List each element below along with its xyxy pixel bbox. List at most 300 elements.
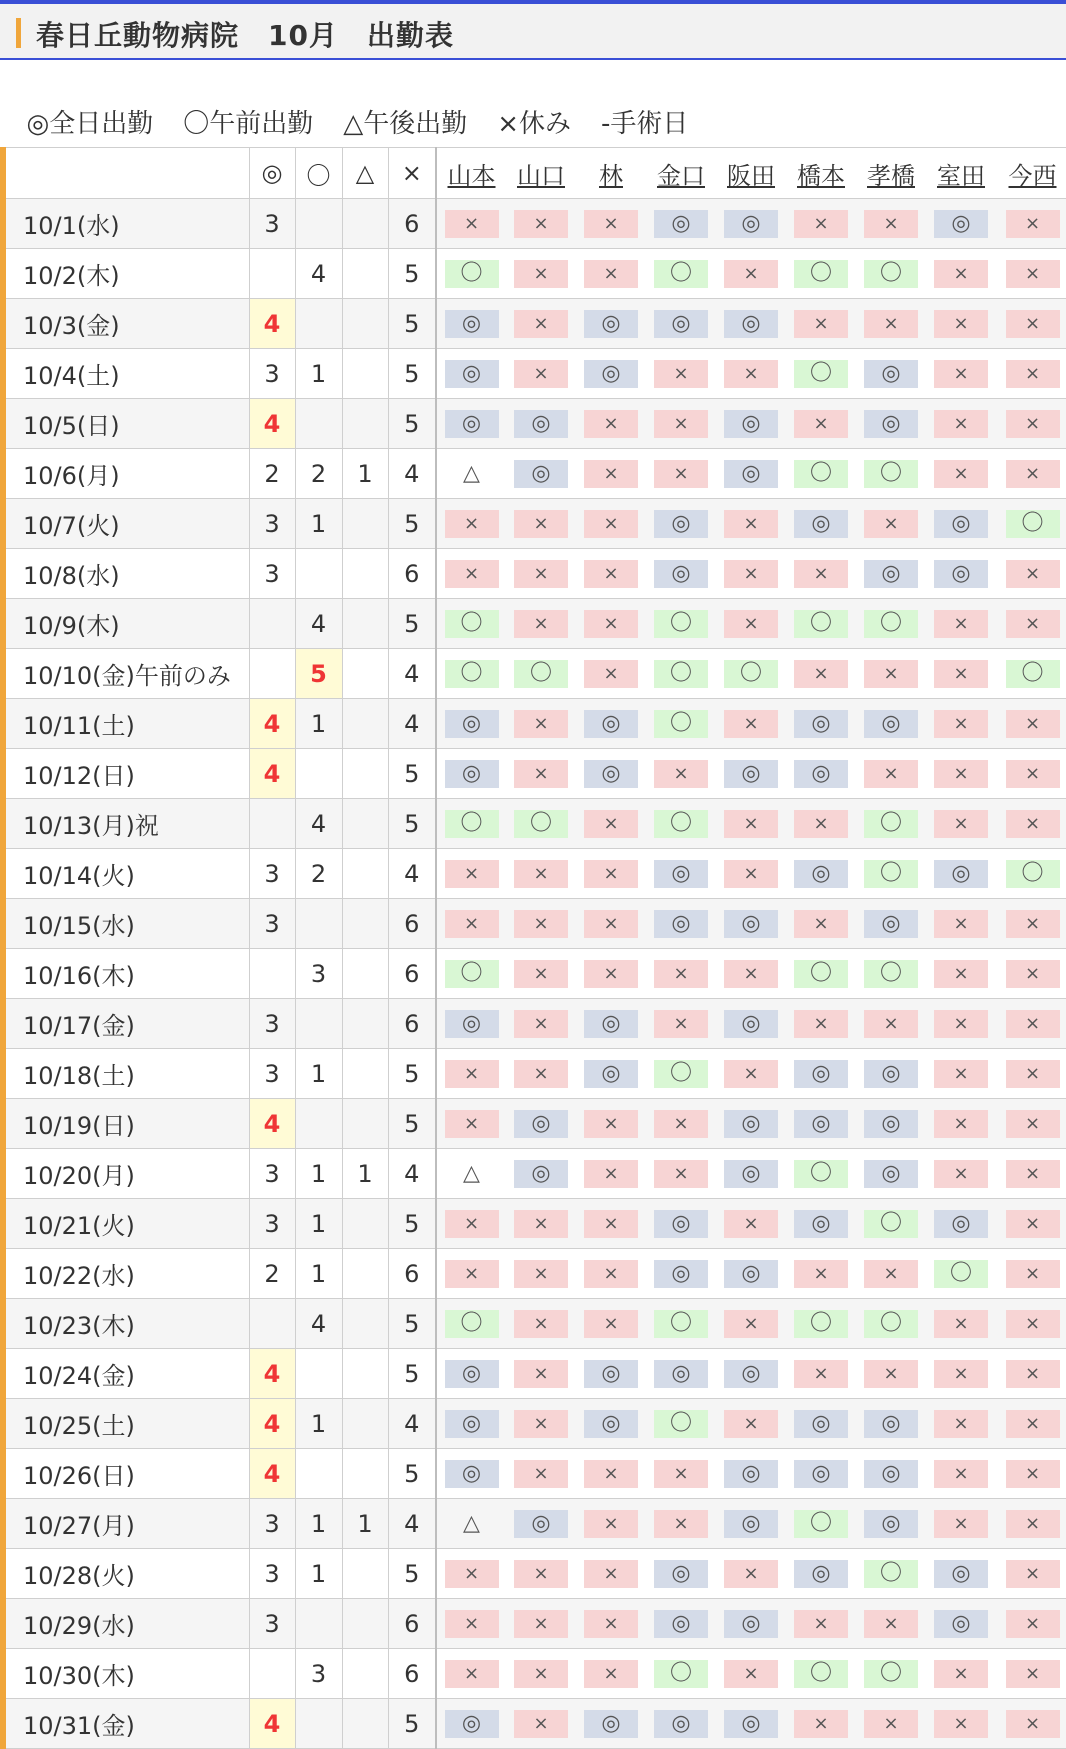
full-day-badge: ◎: [654, 510, 708, 538]
count-cell: [295, 199, 342, 249]
count-cell: 6: [388, 949, 436, 999]
legend: [10, 73, 718, 140]
full-day-badge: ◎: [445, 1010, 499, 1038]
staff-status-cell: [716, 1549, 786, 1599]
off-badge: ×: [1006, 1410, 1060, 1438]
staff-status-cell: [996, 349, 1066, 399]
full-day-badge: ◎: [654, 560, 708, 588]
staff-status-cell: [786, 699, 856, 749]
staff-status-cell: [576, 1249, 646, 1299]
full-day-badge: ◎: [654, 1360, 708, 1388]
off-badge: ×: [514, 510, 568, 538]
off-badge: ×: [445, 1560, 499, 1588]
count-header: ◎: [249, 148, 295, 199]
staff-status-cell: [786, 1449, 856, 1499]
count-cell: 2: [295, 849, 342, 899]
morning-badge: 〇: [1006, 660, 1060, 688]
staff-status-cell: [856, 949, 926, 999]
full-day-badge: ◎: [794, 1410, 848, 1438]
morning-badge: 〇: [794, 360, 848, 388]
staff-status-cell: [716, 699, 786, 749]
staff-status-cell: [716, 299, 786, 349]
count-cell: 1: [295, 1149, 342, 1199]
staff-status-cell: [716, 399, 786, 449]
full-day-badge: ◎: [724, 210, 778, 238]
staff-status-cell: [646, 1299, 716, 1349]
staff-status-cell: [996, 649, 1066, 699]
table-row: [3, 899, 1066, 949]
staff-status-cell: [576, 199, 646, 249]
count-cell: 1: [342, 449, 388, 499]
full-day-badge: ◎: [724, 1510, 778, 1538]
off-badge: ×: [514, 1010, 568, 1038]
off-badge: ×: [654, 1510, 708, 1538]
staff-status-cell: [576, 899, 646, 949]
staff-status-cell: [856, 1699, 926, 1749]
off-badge: ×: [934, 260, 988, 288]
full-day-badge: ◎: [724, 1610, 778, 1638]
off-badge: ×: [514, 1710, 568, 1738]
off-badge: ×: [1006, 710, 1060, 738]
staff-status-cell: [646, 1399, 716, 1449]
full-day-badge: ◎: [514, 1110, 568, 1138]
off-badge: ×: [654, 1010, 708, 1038]
morning-badge: 〇: [654, 1660, 708, 1688]
staff-status-cell: [786, 1499, 856, 1549]
staff-status-cell: [506, 449, 576, 499]
count-cell: 5: [388, 1049, 436, 1099]
off-badge: ×: [654, 360, 708, 388]
morning-badge: 〇: [864, 860, 918, 888]
staff-name-link[interactable]: 山口: [517, 161, 565, 190]
staff-status-cell: [436, 1349, 506, 1399]
staff-status-cell: [996, 1099, 1066, 1149]
morning-badge: 〇: [654, 660, 708, 688]
off-badge: ×: [934, 1410, 988, 1438]
off-badge: ×: [584, 1210, 638, 1238]
off-badge: ×: [794, 310, 848, 338]
date-cell: 10/30(木): [3, 1649, 249, 1699]
staff-status-cell: [786, 649, 856, 699]
staff-status-cell: [436, 849, 506, 899]
off-badge: ×: [514, 1560, 568, 1588]
staff-status-cell: [716, 199, 786, 249]
staff-status-cell: [716, 1399, 786, 1449]
staff-status-cell: [436, 1199, 506, 1249]
staff-status-cell: [436, 899, 506, 949]
morning-badge: 〇: [654, 610, 708, 638]
table-row: [3, 449, 1066, 499]
table-row: [3, 1499, 1066, 1549]
staff-header: [786, 148, 856, 199]
staff-status-cell: [506, 649, 576, 699]
staff-status-cell: [716, 1049, 786, 1099]
off-badge: ×: [654, 760, 708, 788]
staff-status-cell: [646, 499, 716, 549]
staff-status-cell: [926, 1199, 996, 1249]
staff-status-cell: [786, 349, 856, 399]
staff-status-cell: [646, 1649, 716, 1699]
staff-status-cell: [646, 1499, 716, 1549]
staff-status-cell: [646, 1199, 716, 1249]
staff-status-cell: [506, 549, 576, 599]
staff-status-cell: [926, 1399, 996, 1449]
staff-status-cell: [996, 1199, 1066, 1249]
staff-status-cell: [716, 249, 786, 299]
staff-status-cell: [576, 1499, 646, 1549]
staff-status-cell: [856, 349, 926, 399]
off-badge: ×: [1006, 310, 1060, 338]
staff-status-cell: [996, 1599, 1066, 1649]
staff-status-cell: [926, 599, 996, 649]
full-day-badge: ◎: [584, 310, 638, 338]
staff-header: [926, 148, 996, 199]
staff-status-cell: [786, 1399, 856, 1449]
full-day-badge: ◎: [864, 1460, 918, 1488]
staff-status-cell: [926, 199, 996, 249]
staff-status-cell: [856, 999, 926, 1049]
morning-badge: 〇: [864, 460, 918, 488]
off-badge: ×: [1006, 1010, 1060, 1038]
staff-status-cell: [856, 1499, 926, 1549]
count-cell: [295, 999, 342, 1049]
staff-status-cell: [996, 749, 1066, 799]
date-cell: 10/1(水): [3, 199, 249, 249]
staff-status-cell: [786, 449, 856, 499]
staff-status-cell: [926, 1099, 996, 1149]
staff-name-link[interactable]: 山本: [447, 161, 496, 190]
off-badge: ×: [514, 560, 568, 588]
off-badge: ×: [724, 610, 778, 638]
off-badge: ×: [584, 1110, 638, 1138]
count-cell: 4: [388, 1149, 436, 1199]
full-day-badge: ◎: [445, 1710, 499, 1738]
date-cell: 10/14(火): [3, 849, 249, 899]
staff-status-cell: [436, 1399, 506, 1449]
count-cell: [342, 199, 388, 249]
full-day-badge: ◎: [724, 410, 778, 438]
off-badge: ×: [445, 1610, 499, 1638]
staff-status-cell: [856, 1349, 926, 1399]
staff-status-cell: [926, 699, 996, 749]
count-cell: 6: [388, 1649, 436, 1699]
staff-status-cell: [856, 1649, 926, 1699]
staff-status-cell: [506, 1649, 576, 1699]
count-cell: [249, 799, 295, 849]
table-row: [3, 599, 1066, 649]
off-badge: ×: [794, 210, 848, 238]
staff-header: [996, 148, 1066, 199]
date-cell: 10/15(水): [3, 899, 249, 949]
staff-status-cell: [926, 1049, 996, 1099]
morning-badge: 〇: [445, 1310, 499, 1338]
staff-header: [716, 148, 786, 199]
count-cell: 1: [295, 1049, 342, 1099]
staff-status-cell: [716, 449, 786, 499]
staff-status-cell: [716, 1249, 786, 1299]
morning-badge: 〇: [445, 610, 499, 638]
staff-status-cell: [856, 1299, 926, 1349]
full-day-badge: ◎: [934, 560, 988, 588]
staff-status-cell: [856, 599, 926, 649]
off-badge: ×: [445, 1260, 499, 1288]
staff-status-cell: [436, 399, 506, 449]
full-day-badge: ◎: [724, 910, 778, 938]
full-day-badge: ◎: [724, 1160, 778, 1188]
off-badge: ×: [584, 1560, 638, 1588]
count-cell: 5: [388, 1549, 436, 1599]
table-row: [3, 749, 1066, 799]
off-badge: ×: [1006, 1210, 1060, 1238]
staff-status-cell: [646, 1599, 716, 1649]
full-day-badge: ◎: [445, 1460, 499, 1488]
staff-status-cell: [786, 1249, 856, 1299]
off-badge: ×: [1006, 1710, 1060, 1738]
staff-status-cell: [716, 1299, 786, 1349]
staff-status-cell: [926, 249, 996, 299]
table-row: [3, 1399, 1066, 1449]
staff-status-cell: [576, 249, 646, 299]
staff-status-cell: [786, 1149, 856, 1199]
staff-status-cell: [646, 999, 716, 1049]
count-cell: [342, 899, 388, 949]
off-badge: ×: [584, 1260, 638, 1288]
count-cell: 4: [249, 1099, 295, 1149]
morning-badge: 〇: [514, 660, 568, 688]
count-cell: 4: [295, 249, 342, 299]
full-day-badge: ◎: [654, 210, 708, 238]
count-cell: [342, 549, 388, 599]
staff-status-cell: [926, 1349, 996, 1399]
table-row: [3, 699, 1066, 749]
off-badge: ×: [934, 310, 988, 338]
staff-status-cell: [436, 749, 506, 799]
staff-name-link[interactable]: 孝橋: [867, 161, 915, 190]
full-day-badge: ◎: [794, 1560, 848, 1588]
morning-badge: 〇: [1006, 860, 1060, 888]
morning-badge: 〇: [864, 260, 918, 288]
off-badge: ×: [934, 1660, 988, 1688]
staff-status-cell: [436, 649, 506, 699]
off-badge: ×: [934, 1360, 988, 1388]
staff-name-link[interactable]: 阪田: [727, 161, 775, 190]
off-badge: ×: [724, 960, 778, 988]
table-row: [3, 799, 1066, 849]
count-cell: 5: [388, 249, 436, 299]
staff-status-cell: [996, 1049, 1066, 1099]
staff-status-cell: [926, 1299, 996, 1349]
staff-status-cell: [576, 599, 646, 649]
count-cell: 1: [295, 699, 342, 749]
staff-status-cell: [576, 1049, 646, 1099]
staff-status-cell: [646, 199, 716, 249]
staff-name-link[interactable]: 金口: [657, 161, 705, 190]
off-badge: ×: [934, 610, 988, 638]
off-badge: ×: [1006, 760, 1060, 788]
morning-badge: 〇: [864, 1310, 918, 1338]
header-accent-bar: [16, 18, 21, 48]
full-day-badge: ◎: [934, 860, 988, 888]
table-row: [3, 299, 1066, 349]
count-cell: [342, 1199, 388, 1249]
full-day-badge: ◎: [445, 310, 499, 338]
legend-off: ×休み: [497, 109, 572, 139]
staff-status-cell: [856, 1099, 926, 1149]
off-badge: ×: [584, 910, 638, 938]
staff-status-cell: [786, 1299, 856, 1349]
full-day-badge: ◎: [654, 1560, 708, 1588]
count-cell: 6: [388, 549, 436, 599]
table-row: [3, 349, 1066, 399]
count-cell: 4: [249, 1349, 295, 1399]
off-badge: ×: [654, 1160, 708, 1188]
staff-status-cell: [646, 549, 716, 599]
staff-status-cell: [996, 599, 1066, 649]
staff-status-cell: [506, 1699, 576, 1749]
staff-status-cell: [576, 749, 646, 799]
off-badge: ×: [934, 710, 988, 738]
count-cell: 1: [295, 1499, 342, 1549]
staff-status-cell: [786, 549, 856, 599]
off-badge: ×: [864, 660, 918, 688]
full-day-badge: ◎: [724, 310, 778, 338]
staff-status-cell: [996, 1649, 1066, 1699]
count-cell: [342, 1399, 388, 1449]
morning-badge: 〇: [794, 1310, 848, 1338]
staff-status-cell: [926, 349, 996, 399]
staff-status-cell: [436, 799, 506, 849]
staff-name-link[interactable]: 室田: [937, 161, 985, 190]
table-row: [3, 1649, 1066, 1699]
full-day-badge: ◎: [724, 1360, 778, 1388]
table-row: [3, 1099, 1066, 1149]
date-cell: 10/28(火): [3, 1549, 249, 1599]
staff-status-cell: [856, 649, 926, 699]
staff-status-cell: [646, 1249, 716, 1299]
table-row: [3, 649, 1066, 699]
staff-status-cell: [436, 949, 506, 999]
full-day-badge: ◎: [584, 1060, 638, 1088]
full-day-badge: ◎: [514, 1510, 568, 1538]
staff-status-cell: [506, 1549, 576, 1599]
staff-status-cell: [646, 399, 716, 449]
off-badge: ×: [445, 560, 499, 588]
staff-status-cell: [506, 499, 576, 549]
off-badge: ×: [724, 1660, 778, 1688]
off-badge: ×: [724, 1310, 778, 1338]
off-badge: ×: [934, 960, 988, 988]
staff-status-cell: [436, 599, 506, 649]
count-header: 〇: [295, 148, 342, 199]
staff-status-cell: [926, 749, 996, 799]
staff-status-cell: [576, 449, 646, 499]
off-badge: ×: [724, 260, 778, 288]
off-badge: ×: [514, 860, 568, 888]
off-badge: ×: [724, 1410, 778, 1438]
off-badge: ×: [1006, 1360, 1060, 1388]
date-cell: 10/8(水): [3, 549, 249, 599]
count-cell: [342, 499, 388, 549]
full-day-badge: ◎: [724, 1260, 778, 1288]
count-cell: 3: [249, 349, 295, 399]
full-day-badge: ◎: [794, 1110, 848, 1138]
off-badge: ×: [934, 1110, 988, 1138]
staff-status-cell: [856, 1249, 926, 1299]
count-cell: [342, 1299, 388, 1349]
full-day-badge: ◎: [864, 560, 918, 588]
staff-status-cell: [856, 699, 926, 749]
off-badge: ×: [584, 1460, 638, 1488]
staff-name-link[interactable]: 林: [599, 161, 623, 190]
staff-name-link[interactable]: 橋本: [797, 161, 845, 190]
staff-status-cell: [646, 249, 716, 299]
staff-status-cell: [506, 1049, 576, 1099]
count-cell: [295, 1449, 342, 1499]
staff-status-cell: [436, 1599, 506, 1649]
staff-status-cell: [436, 1649, 506, 1699]
off-badge: ×: [584, 1610, 638, 1638]
staff-status-cell: [856, 1049, 926, 1099]
staff-name-link[interactable]: 今西: [1008, 161, 1057, 190]
count-cell: 4: [249, 1449, 295, 1499]
staff-status-cell: [506, 249, 576, 299]
count-cell: [342, 999, 388, 1049]
count-cell: 4: [295, 599, 342, 649]
staff-status-cell: [646, 749, 716, 799]
staff-status-cell: [436, 699, 506, 749]
off-badge: ×: [794, 1360, 848, 1388]
date-cell: 10/20(月): [3, 1149, 249, 1199]
off-badge: ×: [445, 860, 499, 888]
staff-status-cell: [926, 1549, 996, 1599]
date-cell: 10/24(金): [3, 1349, 249, 1399]
full-day-badge: ◎: [864, 710, 918, 738]
staff-status-cell: [506, 749, 576, 799]
staff-status-cell: [576, 799, 646, 849]
staff-status-cell: [646, 899, 716, 949]
date-cell: 10/18(土): [3, 1049, 249, 1099]
off-badge: ×: [1006, 910, 1060, 938]
off-badge: ×: [1006, 1060, 1060, 1088]
count-cell: [342, 849, 388, 899]
off-badge: ×: [794, 1610, 848, 1638]
staff-status-cell: [926, 949, 996, 999]
full-day-badge: ◎: [934, 1210, 988, 1238]
legend-full: ◎全日出勤: [26, 109, 154, 139]
off-badge: ×: [514, 360, 568, 388]
full-day-badge: ◎: [794, 1210, 848, 1238]
staff-status-cell: [786, 849, 856, 899]
staff-status-cell: [786, 1349, 856, 1399]
staff-status-cell: [926, 849, 996, 899]
staff-status-cell: [506, 1149, 576, 1199]
count-cell: [342, 1449, 388, 1499]
staff-status-cell: [506, 599, 576, 649]
staff-status-cell: [786, 499, 856, 549]
staff-status-cell: [506, 199, 576, 249]
off-badge: ×: [934, 1060, 988, 1088]
count-cell: 3: [249, 199, 295, 249]
staff-status-cell: [436, 449, 506, 499]
count-cell: [295, 549, 342, 599]
count-cell: [295, 299, 342, 349]
off-badge: ×: [514, 1660, 568, 1688]
staff-status-cell: [576, 1449, 646, 1499]
count-cell: 4: [249, 299, 295, 349]
off-badge: ×: [864, 1010, 918, 1038]
off-badge: ×: [934, 410, 988, 438]
count-cell: 5: [388, 349, 436, 399]
